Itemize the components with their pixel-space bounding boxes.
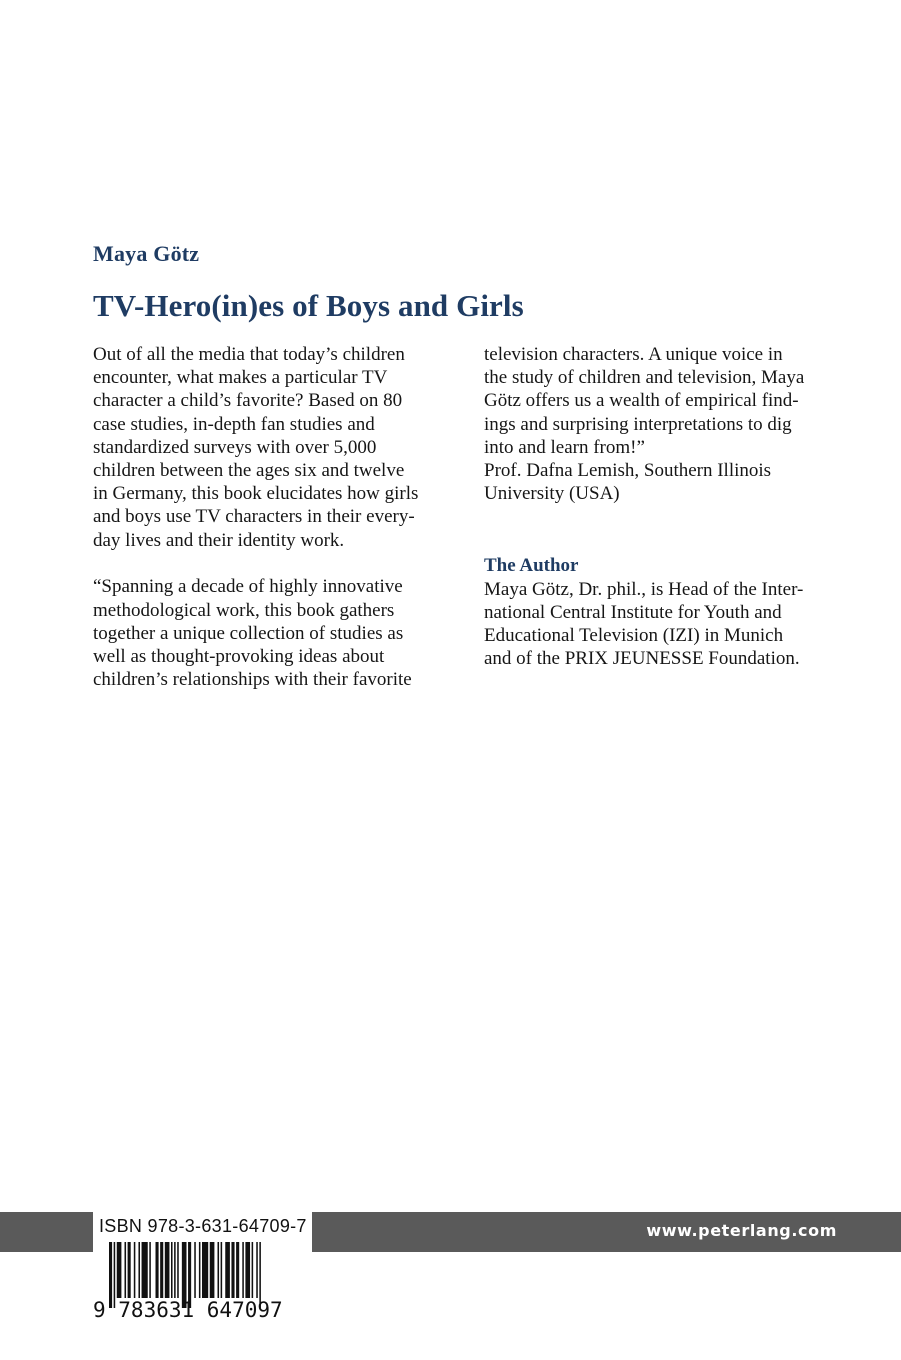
barcode-bar bbox=[221, 1242, 223, 1298]
quote-attribution: University (USA) bbox=[484, 483, 620, 505]
barcode-bar bbox=[194, 1242, 196, 1298]
barcode-bar bbox=[174, 1242, 176, 1298]
barcode-bar bbox=[256, 1242, 258, 1298]
right-column bbox=[484, 343, 864, 670]
quote-line: “Spanning a decade of highly innovative bbox=[93, 576, 403, 598]
quote-line: ings and surprising interpretations to dig bbox=[484, 413, 792, 435]
blurb-line: Out of all the media that today’s children bbox=[93, 344, 405, 365]
barcode-bar bbox=[252, 1242, 254, 1298]
blurb-line: standardized surveys with over 5,000 bbox=[93, 436, 377, 458]
paragraph-gap bbox=[93, 552, 463, 576]
barcode-bar bbox=[125, 1242, 127, 1298]
barcode-bar bbox=[142, 1242, 148, 1298]
quote-line: the study of children and television, Maya bbox=[484, 367, 805, 389]
barcode-digits: 9 783631 647097 bbox=[93, 1298, 283, 1322]
quote-line: television characters. A unique voice in bbox=[484, 344, 783, 365]
barcode-bar bbox=[225, 1242, 230, 1298]
author-section bbox=[484, 554, 864, 670]
isbn-label: ISBN 978-3-631-64709-7 bbox=[99, 1216, 307, 1236]
blurb-line: case studies, in-depth fan studies and bbox=[93, 413, 375, 435]
barcode-bar bbox=[138, 1242, 140, 1298]
barcode-bar bbox=[160, 1242, 163, 1298]
blurb-paragraph bbox=[93, 343, 463, 552]
section-gap bbox=[484, 505, 864, 554]
author-bio-line: Maya Götz, Dr. phil., is Head of the Inter- bbox=[484, 578, 804, 600]
left-column bbox=[93, 343, 463, 691]
barcode-bar bbox=[210, 1242, 215, 1298]
barcode-bar bbox=[171, 1242, 173, 1298]
quote-line: methodological work, this book gathers bbox=[93, 599, 395, 621]
blurb-line: and boys use TV characters in their every- bbox=[93, 506, 415, 528]
barcode-bar bbox=[177, 1242, 179, 1298]
review-quote-continued bbox=[484, 343, 864, 505]
barcode-box bbox=[93, 1212, 312, 1322]
blurb-line: character a child’s favorite? Based on 80 bbox=[93, 390, 403, 412]
barcode-bar bbox=[202, 1242, 208, 1298]
barcode-bar bbox=[236, 1242, 239, 1298]
barcode-bar bbox=[156, 1242, 159, 1298]
review-quote-start bbox=[93, 575, 463, 691]
barcode-bar bbox=[245, 1242, 250, 1298]
author-bio-line: Educational Television (IZI) in Munich bbox=[484, 625, 784, 647]
author-bio-line: national Central Institute for Youth and bbox=[484, 601, 782, 623]
quote-line: into and learn from!” bbox=[484, 436, 645, 458]
barcode-bar bbox=[218, 1242, 220, 1298]
barcode-bar bbox=[242, 1242, 244, 1298]
quote-attribution: Prof. Dafna Lemish, Southern Illinois bbox=[484, 460, 772, 482]
barcode-bar bbox=[231, 1242, 234, 1298]
barcode-bar bbox=[117, 1242, 122, 1298]
barcode-bar bbox=[165, 1242, 170, 1298]
blurb-line: children between the ages six and twelve bbox=[93, 460, 405, 482]
quote-line: well as thought-provoking ideas about bbox=[93, 645, 385, 667]
barcode-bar bbox=[128, 1242, 131, 1298]
book-title: TV-Hero(in)es of Boys and Girls bbox=[93, 288, 524, 323]
barcode-bar bbox=[134, 1242, 136, 1298]
author-name: Maya Götz bbox=[93, 241, 200, 266]
blurb-line: day lives and their identity work. bbox=[93, 529, 345, 551]
quote-line: children’s relationships with their favorite bbox=[93, 669, 412, 691]
blurb-line: encounter, what makes a particular TV bbox=[93, 367, 388, 389]
author-heading: The Author bbox=[484, 555, 579, 577]
quote-line: together a unique collection of studies as bbox=[93, 622, 404, 644]
barcode-bar bbox=[199, 1242, 201, 1298]
blurb-line: in Germany, this book elucidates how girls bbox=[93, 483, 419, 505]
publisher-url: www.peterlang.com bbox=[646, 1221, 837, 1240]
author-bio-line: and of the PRIX JEUNESSE Foundation. bbox=[484, 648, 800, 670]
barcode-bar bbox=[149, 1242, 151, 1298]
quote-line: Götz offers us a wealth of empirical find- bbox=[484, 390, 799, 412]
